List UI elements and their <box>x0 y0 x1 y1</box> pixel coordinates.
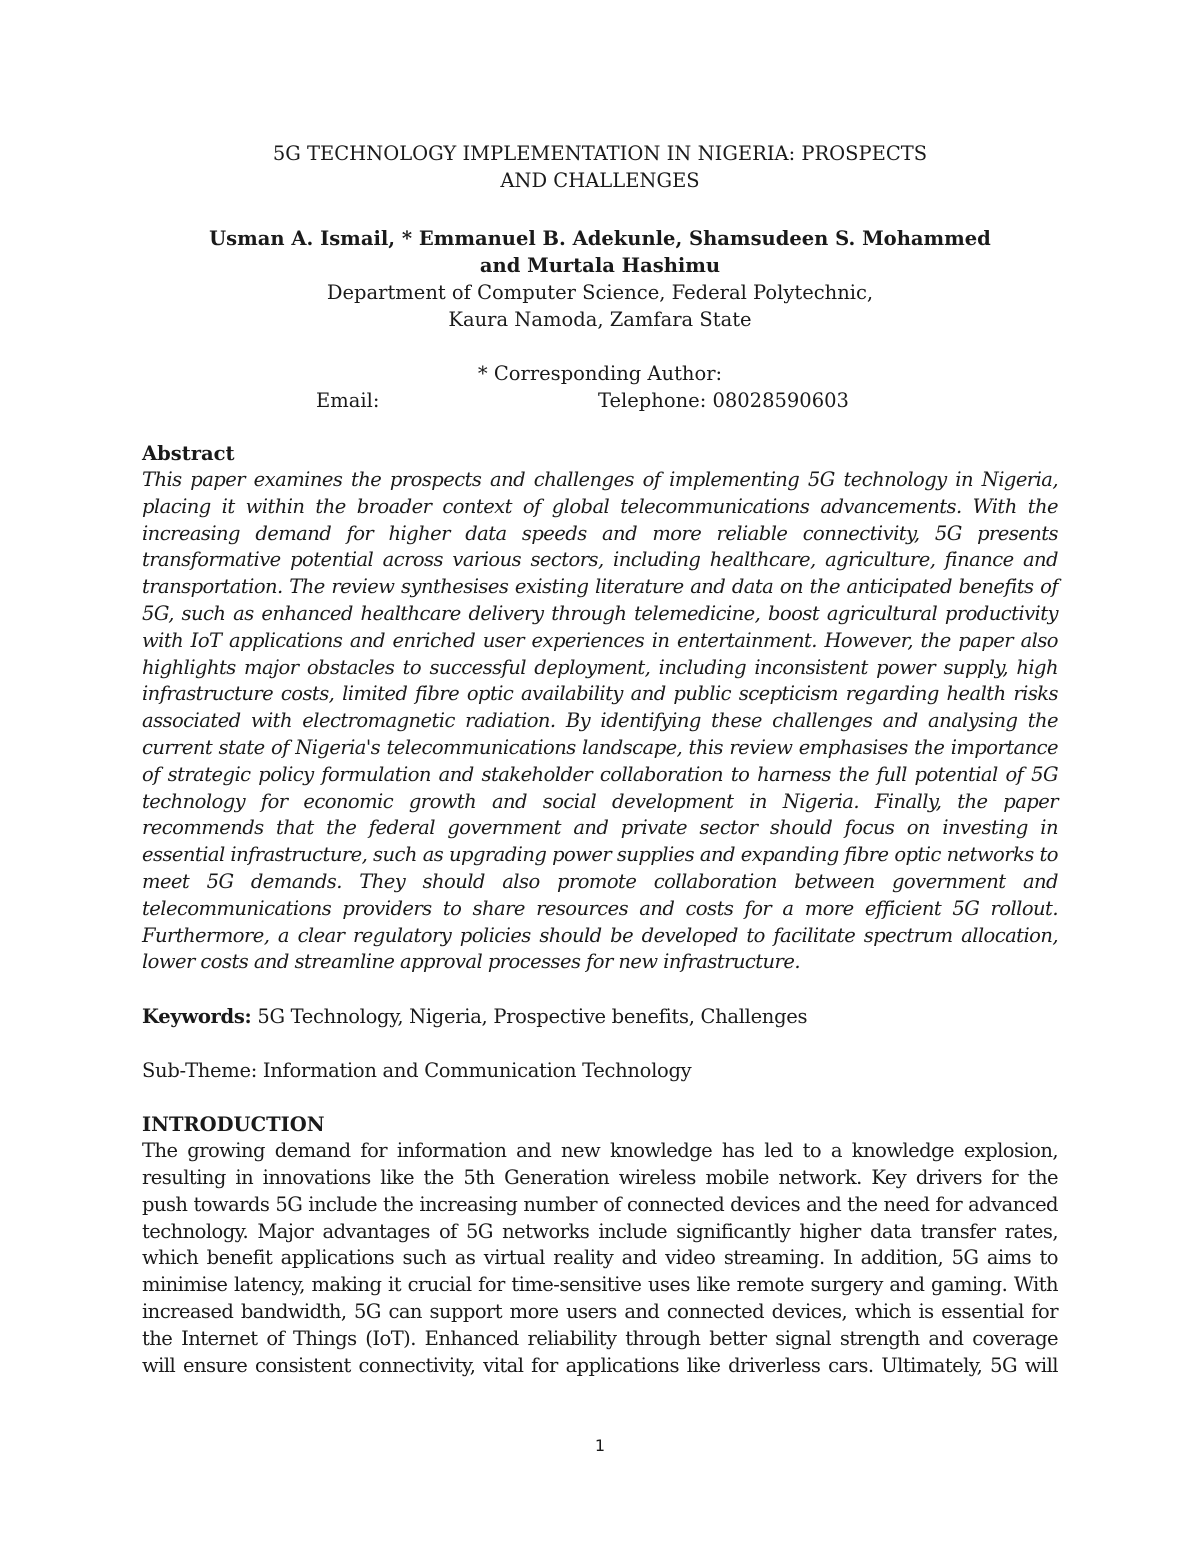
keywords <box>142 1003 1058 1030</box>
page-number: 1 <box>594 1436 606 1455</box>
affiliation <box>142 279 1058 333</box>
contact-line <box>142 387 1058 414</box>
authors-line-2: and Murtala Hashimu <box>479 254 721 277</box>
title-line-2: AND CHALLENGES <box>500 169 700 192</box>
keywords-text: 5G Technology, Nigeria, Prospective benefits, Challenges <box>251 1005 808 1029</box>
sub-theme: Sub-Theme: Information and Communication Technology <box>142 1059 692 1083</box>
affiliation-line-1: Department of Computer Science, Federal Polytechnic, <box>326 281 874 304</box>
keywords-label: Keywords: <box>142 1005 252 1029</box>
abstract-text: This paper examines the prospects and challenges of implementing 5G technology in Nigeria, placing it within the broader context of global telecommunications advancements. With the increasing demand for higher data speeds and more reliable connectivity, 5G presents transformative potential across various sectors, including healthcare, agriculture, finance and transportation. The review synthesises existing literature and data on the anticipated benefits of 5G, such as enhanced healthcare delivery through telemedicine, boost agricultural productivity with IoT applications and enriched user experiences in entertainment. However, the paper also highlights major obstacles to successful deployment, including inconsistent power supply, high infrastructure costs, limited fibre optic availability and public scepticism regarding health risks associated with electromagnetic radiation. By identifying these challenges and analysing the current state of Nigeria's telecommunications landscape, this review emphasises the importance of strategic policy formulation and stakeholder collaboration to harness the full potential of 5G technology for economic growth and social development in Nigeria. Finally, the paper recommends that the federal government and private sector should focus on investing in essential infrastructure, such as upgrading power supplies and expanding fibre optic networks to meet 5G demands. They should also promote collaboration between government and telecommunications providers to share resources and costs for a more efficient 5G rollout. Furthermore, a clear regulatory policies should be developed to facilitate spectrum allocation, lower costs and streamline approval processes for new infrastructure. <box>142 468 1058 974</box>
telephone: Telephone: 08028590603 <box>598 389 849 412</box>
introduction-text: The growing demand for information and new knowledge has led to a knowledge explosion, resulting in innovations like the 5th Generation wireless mobile network. Key drivers for the push towards 5G include the increasing number of connected devices and the need for advanced technology. Major advantages of 5G networks include significantly higher data transfer rates, which benefit applications such as virtual reality and video streaming. In addition, 5G aims to minimise latency, making it crucial for time-sensitive uses like remote surgery and gaming. With increased bandwidth, 5G can support more users and connected devices, which is essential for the Internet of Things (IoT). Enhanced reliability through better signal strength and coverage will ensure consistent connectivity, vital for applications like driverless cars. Ultimately, 5G will <box>142 1139 1058 1377</box>
introduction-heading: INTRODUCTION <box>142 1113 325 1137</box>
abstract-heading: Abstract <box>142 442 235 465</box>
paper-title <box>142 140 1058 194</box>
title-line-1: 5G TECHNOLOGY IMPLEMENTATION IN NIGERIA: PROSPECTS <box>272 142 928 165</box>
corresponding-author: * Corresponding Author: <box>477 362 723 385</box>
paper-page <box>142 140 1058 1379</box>
affiliation-line-2: Kaura Namoda, Zamfara State <box>448 308 752 331</box>
author-list <box>142 225 1058 279</box>
email-label: Email: <box>316 389 380 412</box>
authors-line-1: Usman A. Ismail, * Emmanuel B. Adekunle, Shamsudeen S. Mohammed <box>209 227 991 250</box>
